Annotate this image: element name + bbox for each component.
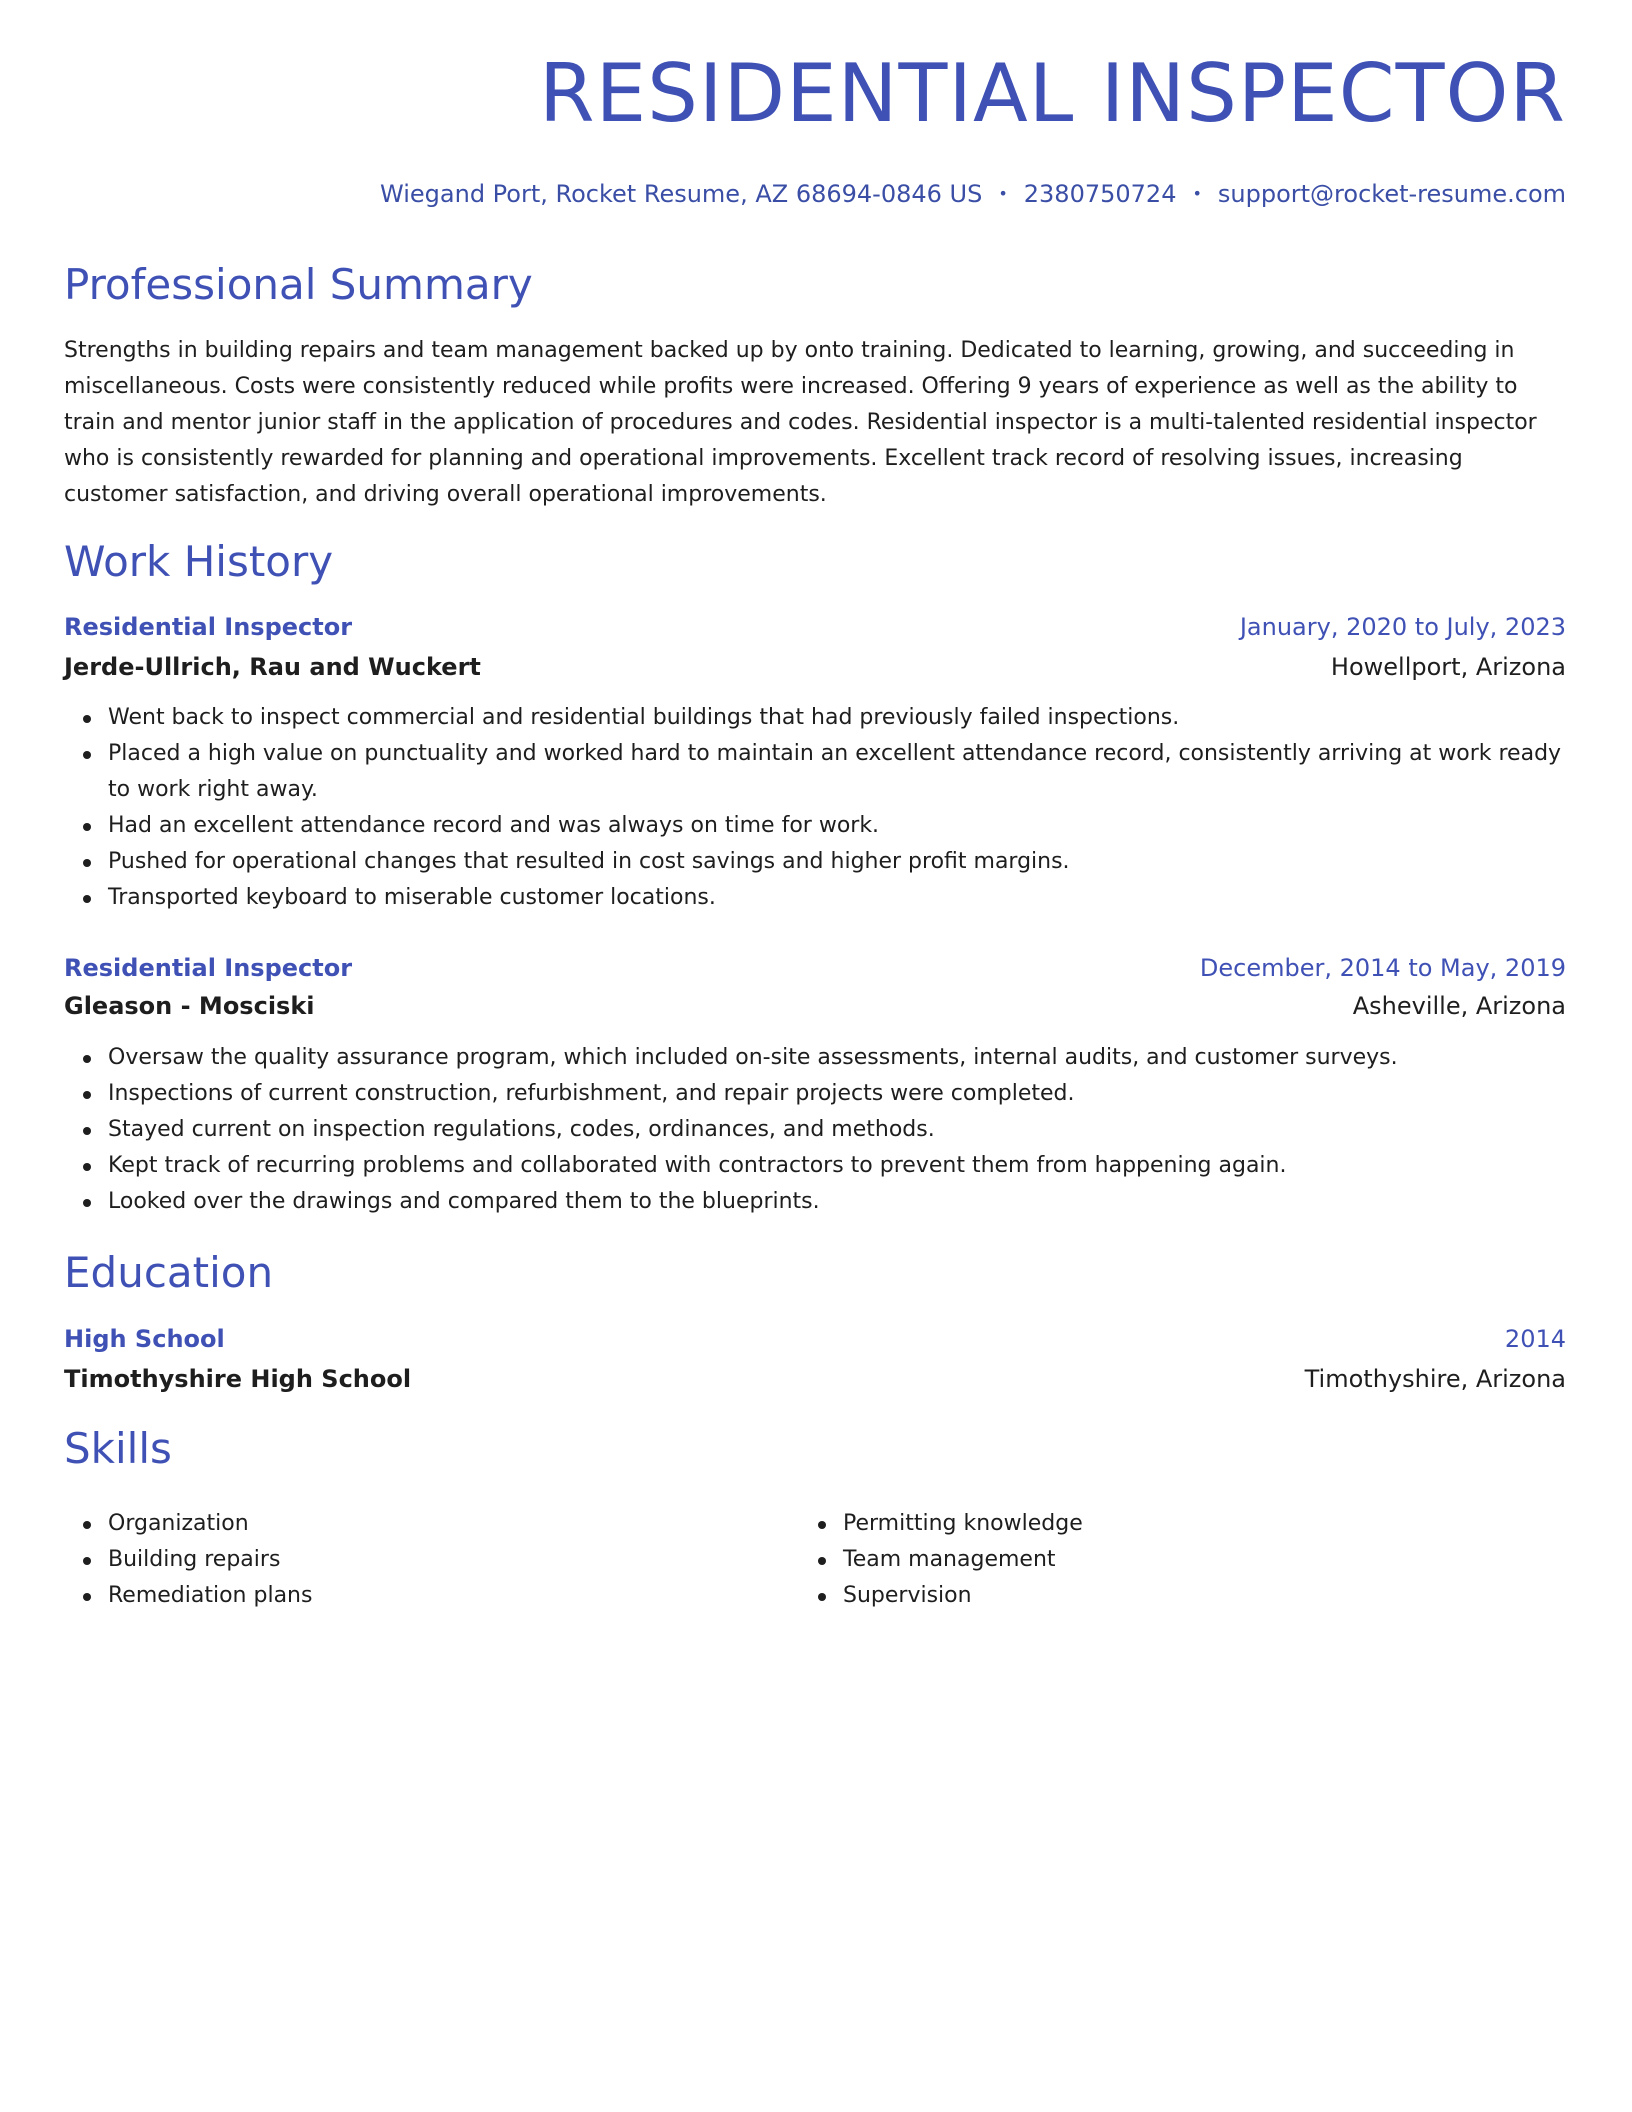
skills-heading: Skills: [64, 1424, 172, 1473]
education-location: Timothyshire, Arizona: [1304, 1365, 1566, 1393]
skills-list-right: [799, 1506, 1499, 1614]
education-degree-row: [64, 1322, 1566, 1356]
contact-line: [380, 180, 1566, 209]
list-item: Oversaw the quality assurance program, which included on-site assessments, internal audits, and customer surveys.: [108, 1040, 1566, 1076]
job-dates: December, 2014 to May, 2019: [1199, 954, 1566, 982]
contact-phone: 2380750724: [1023, 180, 1177, 208]
resume-name: RESIDENTIAL INSPECTOR: [539, 47, 1566, 140]
job-company-row: [64, 989, 1566, 1023]
job-location: Howellport, Arizona: [1330, 653, 1566, 681]
summary-heading: Professional Summary: [64, 260, 533, 309]
list-item: Transported keyboard to miserable customer locations.: [108, 880, 1566, 916]
list-item: Stayed current on inspection regulations, codes, ordinances, and methods.: [108, 1112, 1566, 1148]
job-dates: January, 2020 to July, 2023: [1239, 613, 1566, 641]
skill-item: Organization: [108, 1506, 764, 1542]
job-bullet-list: [64, 1040, 1566, 1220]
contact-email: support@rocket-resume.com: [1217, 180, 1566, 208]
skill-item: Team management: [843, 1542, 1499, 1578]
education-heading: Education: [64, 1248, 274, 1297]
list-item: Inspections of current construction, refurbishment, and repair projects were completed.: [108, 1076, 1566, 1112]
job-position: Residential Inspector: [64, 613, 353, 641]
job-company-row: [64, 650, 1566, 684]
list-item: Went back to inspect commercial and residential buildings that had previously failed inspections.: [108, 700, 1566, 736]
job-title-row: [64, 610, 1566, 644]
list-item: Looked over the drawings and compared them to the blueprints.: [108, 1184, 1566, 1220]
job-company: Jerde-Ullrich, Rau and Wuckert: [64, 653, 481, 681]
education-year: 2014: [1504, 1325, 1566, 1353]
education-school-row: [64, 1362, 1566, 1396]
skill-item: Supervision: [843, 1578, 1499, 1614]
contact-address: Wiegand Port, Rocket Resume, AZ 68694-0846 US: [380, 180, 983, 208]
skills-list-left: [64, 1506, 764, 1614]
job-bullet-list: [64, 700, 1566, 916]
summary-text: Strengths in building repairs and team management backed up by onto training. Dedicated to learning, growing, and succeeding in miscellaneous. Costs were consistently reduced while profits were increased. Offering 9 years of experience as well as the ability to train and mentor junior staff in the application of procedures and codes. Residential inspector is a multi-talented residential inspector who is consistently rewarded for planning and operational improvements. Excellent track record of resolving issues, increasing customer satisfaction, and driving overall operational improvements.: [64, 338, 1537, 507]
list-item: Pushed for operational changes that resulted in cost savings and higher profit margins.: [108, 844, 1566, 880]
list-item: Had an excellent attendance record and was always on time for work.: [108, 808, 1566, 844]
skill-item: Building repairs: [108, 1542, 764, 1578]
education-degree: High School: [64, 1325, 225, 1353]
skill-item: Remediation plans: [108, 1578, 764, 1614]
job-location: Asheville, Arizona: [1352, 992, 1566, 1020]
contact-separator: •: [998, 184, 1008, 203]
skill-item: Permitting knowledge: [843, 1506, 1499, 1542]
work-history-heading: Work History: [64, 537, 334, 586]
job-company: Gleason - Mosciski: [64, 992, 315, 1020]
education-school: Timothyshire High School: [64, 1365, 412, 1393]
list-item: Placed a high value on punctuality and worked hard to maintain an excellent attendance record, consistently arriving at work ready to work right away.: [108, 736, 1566, 808]
list-item: Kept track of recurring problems and collaborated with contractors to prevent them from happening again.: [108, 1148, 1566, 1184]
job-position: Residential Inspector: [64, 954, 353, 982]
job-title-row: [64, 951, 1566, 985]
contact-separator: •: [1192, 184, 1202, 203]
